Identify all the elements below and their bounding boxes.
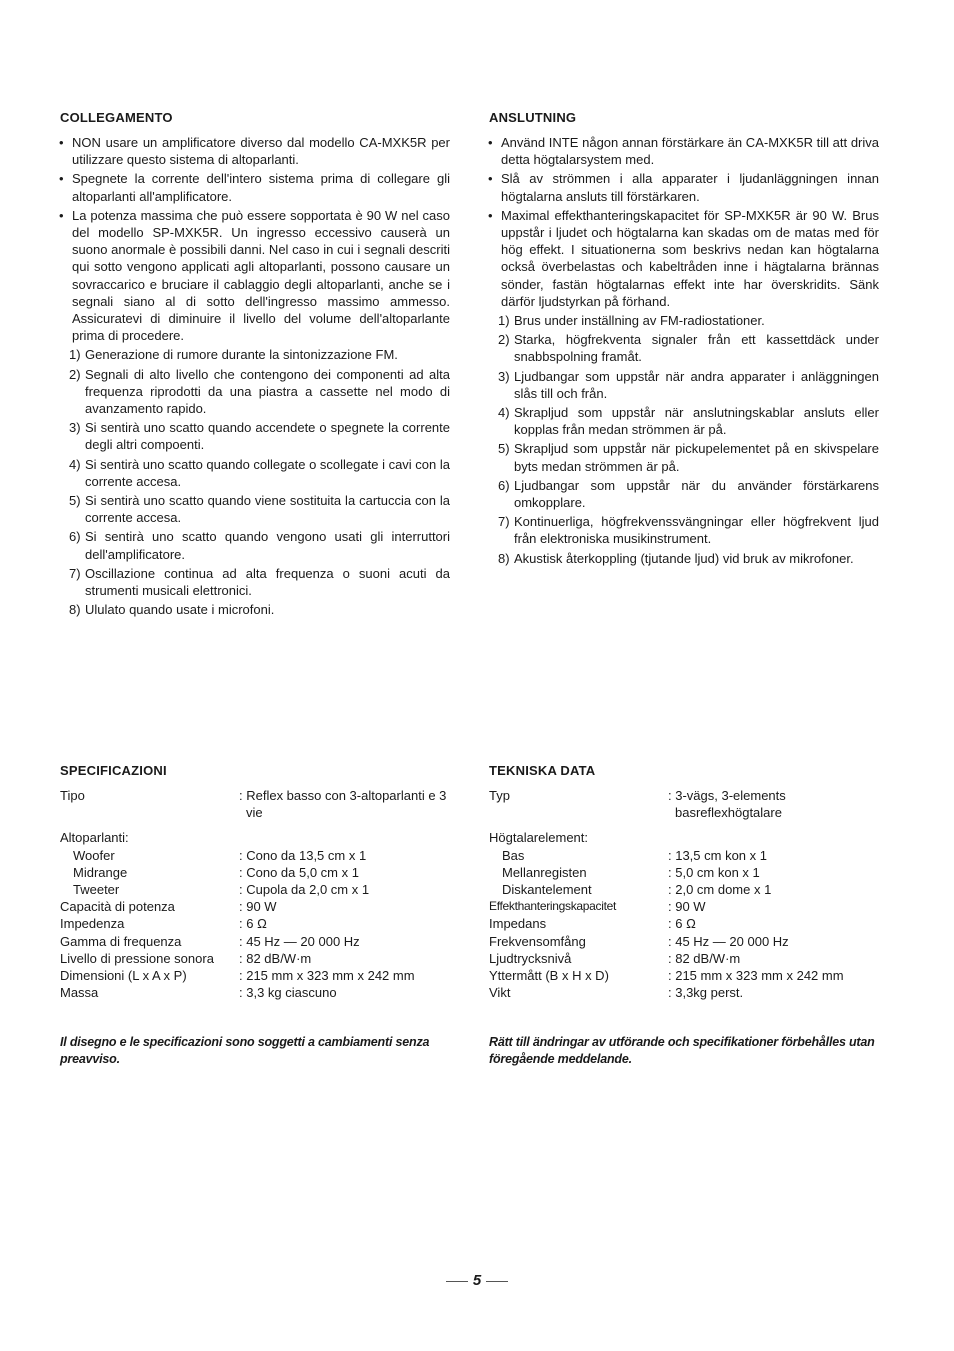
list-item: 7) Oscillazione continua ad alta frequenza o suoni acuti da strumenti musicali elettronici. <box>69 565 450 599</box>
specificazioni-section <box>60 763 450 1001</box>
table-row: Effekthanteringskapacitet : 90 W <box>489 899 706 915</box>
table-row: Dimensioni (L x A x P) : 215 mm x 323 mm x 242 mm <box>60 968 415 984</box>
disclaimer-note: Rätt till ändringar av utförande och specifikationer förbehålles utan föregående meddelande. <box>489 1035 875 1066</box>
table-row: basreflexhögtalare <box>675 805 782 821</box>
list-item: 4) Skrapljud som uppstår när anslutningskablar ansluts eller kopplas från medan strömmen är på. <box>498 405 879 438</box>
table-row: Impedans : 6 Ω <box>489 916 696 932</box>
table-row: Midrange : Cono da 5,0 cm x 1 <box>73 864 359 880</box>
list-item: 3) Ljudbangar som uppstår när andra apparater i anläggningen slås till och från. <box>498 368 879 401</box>
numbered-list <box>489 312 879 567</box>
section-heading: TEKNISKA DATA <box>489 763 596 778</box>
anslutning-section <box>489 110 879 569</box>
table-row: Diskantelement : 2,0 cm dome x 1 <box>502 882 772 898</box>
section-heading: COLLEGAMENTO <box>60 110 173 125</box>
list-item: 3) Si sentirà uno scatto quando accendete o spegnete la corrente degli altri compoenti. <box>69 420 450 453</box>
table-row: Livello di pressione sonora : 82 dB/W·m <box>60 950 312 966</box>
table-row: Capacità di potenza : 90 W <box>60 899 277 915</box>
divider <box>446 1281 468 1282</box>
list-item: 6) Ljudbangar som uppstår när du använder förstärkarens omkopplare. <box>498 477 879 511</box>
bullet-list <box>60 134 450 344</box>
list-item: 8) Ululato quando usate i microfoni. <box>69 602 275 618</box>
list-item: • NON usare un amplificatore diverso dal modello CA-MXK5R per utilizzare questo sistema di altoparlanti. <box>59 135 450 168</box>
list-item: 7) Kontinuerliga, högfrekvenssvängningar eller högfrekvent ljud från elektroniska musikinstrument. <box>498 514 879 547</box>
table-row: Tweeter : Cupola da 2,0 cm x 1 <box>73 882 370 898</box>
spec-table <box>60 787 446 1001</box>
table-row: Typ : 3-vägs, 3-elements <box>489 788 786 803</box>
list-item: 5) Skrapljud som uppstår när pickupelementet på en skivspelare byts medan strömmen är på. <box>498 441 879 474</box>
table-row: vie <box>246 805 263 821</box>
list-item: 6) Si sentirà uno scatto quando vengono usati gli interruttori dell'amplificatore. <box>69 529 450 562</box>
divider <box>486 1281 508 1282</box>
table-row: Bas : 13,5 cm kon x 1 <box>502 847 767 863</box>
table-row: Altoparlanti: <box>60 830 129 846</box>
bullet-list <box>489 134 879 310</box>
disclaimer-note: Il disegno e le specificazioni sono soggetti a cambiamenti senza preavviso. <box>60 1035 430 1066</box>
table-row: Högtalarelement: <box>489 830 588 846</box>
tekniska-data-section <box>489 763 879 1001</box>
table-row: Tipo : Reflex basso con 3-altoparlanti e 3 <box>60 788 447 803</box>
list-item: 2) Starka, högfrekventa signaler från ett kassettdäck under snabbspolning framåt. <box>498 332 879 365</box>
list-item: 4) Si sentirà uno scatto quando collegate o scollegate i cavi con la corrente accesa. <box>69 456 450 489</box>
table-row: Impedenza : 6 Ω <box>60 916 267 932</box>
list-item: • Använd INTE någon annan förstärkare än CA-MXK5R till att driva detta högtalarsystem med. <box>488 135 879 168</box>
list-item: 5) Si sentirà uno scatto quando viene sostituita la cartuccia con la corrente accesa. <box>69 493 450 526</box>
list-item: • Maximal effekthanteringskapacitet för SP-MXK5R är 90 W. Brus uppstår i ljudet och högtalarna kan skadas om de matas med för hög effekt. I situationerna som beskrivs nedan kan högtalarna också överbelastas och kabeltråden inne i hägtalarna brännas sönder, fastän högtalarnas effekt inte har överskridits. Sänk därför ljudstyrkan på förhand. <box>488 207 879 309</box>
list-item: 1) Generazione di rumore durante la sintonizzazione FM. <box>69 347 398 363</box>
list-item: 1) Brus under inställning av FM-radiostationer. <box>498 313 765 329</box>
table-row: Woofer : Cono da 13,5 cm x 1 <box>73 847 367 863</box>
list-item: • Spegnete la corrente dell'intero sistema prima di collegare gli altoparlanti all'amplificatore. <box>59 171 450 204</box>
table-row: Vikt : 3,3kg perst. <box>489 985 744 1001</box>
section-heading: ANSLUTNING <box>489 110 577 125</box>
table-row: Massa : 3,3 kg ciascuno <box>60 985 337 1001</box>
table-row: Yttermått (B x H x D) : 215 mm x 323 mm x 242 mm <box>489 968 844 984</box>
table-row: Gamma di frequenza : 45 Hz — 20 000 Hz <box>60 933 360 949</box>
collegamento-section <box>60 110 450 620</box>
page-number: 5 <box>0 1272 954 1289</box>
list-item: 8) Akustisk återkoppling (tjutande ljud) vid bruk av mikrofoner. <box>498 550 854 566</box>
list-item: • La potenza massima che può essere sopportata è 90 W nel caso del modello SP-MXK5R. Un ingresso eccessivo causerà un suono anormale è possibili danni. Nel caso in cui i segnali descriti qui sotto vengono applicati agli altoparlanti, possono causare un sovraccarico e bruciare il cablaggio degli altoparlanti, anche se i segnali siano al di sotto dell'ingresso massimo ammesso. Assicuratevi di diminuire il livello del volume dell'altoparlante prima di procedere. <box>59 207 450 344</box>
numbered-list <box>60 346 450 618</box>
list-item: • Slå av strömmen i alla apparater i ljudanläggningen innan högtalarna ansluts till förstärkaren. <box>488 171 879 204</box>
spec-table <box>489 787 844 1001</box>
table-row: Frekvensomfång : 45 Hz — 20 000 Hz <box>489 933 789 949</box>
list-item: 2) Segnali di alto livello che contengono dei componenti ad alta frequenza riprodotti da una piastra a cassette nel modo di avanzamento rapido. <box>69 366 450 417</box>
table-row: Mellanregisten : 5,0 cm kon x 1 <box>502 864 760 880</box>
section-heading: SPECIFICAZIONI <box>60 763 167 778</box>
table-row: Ljudtrycksnivå : 82 dB/W·m <box>489 950 741 966</box>
